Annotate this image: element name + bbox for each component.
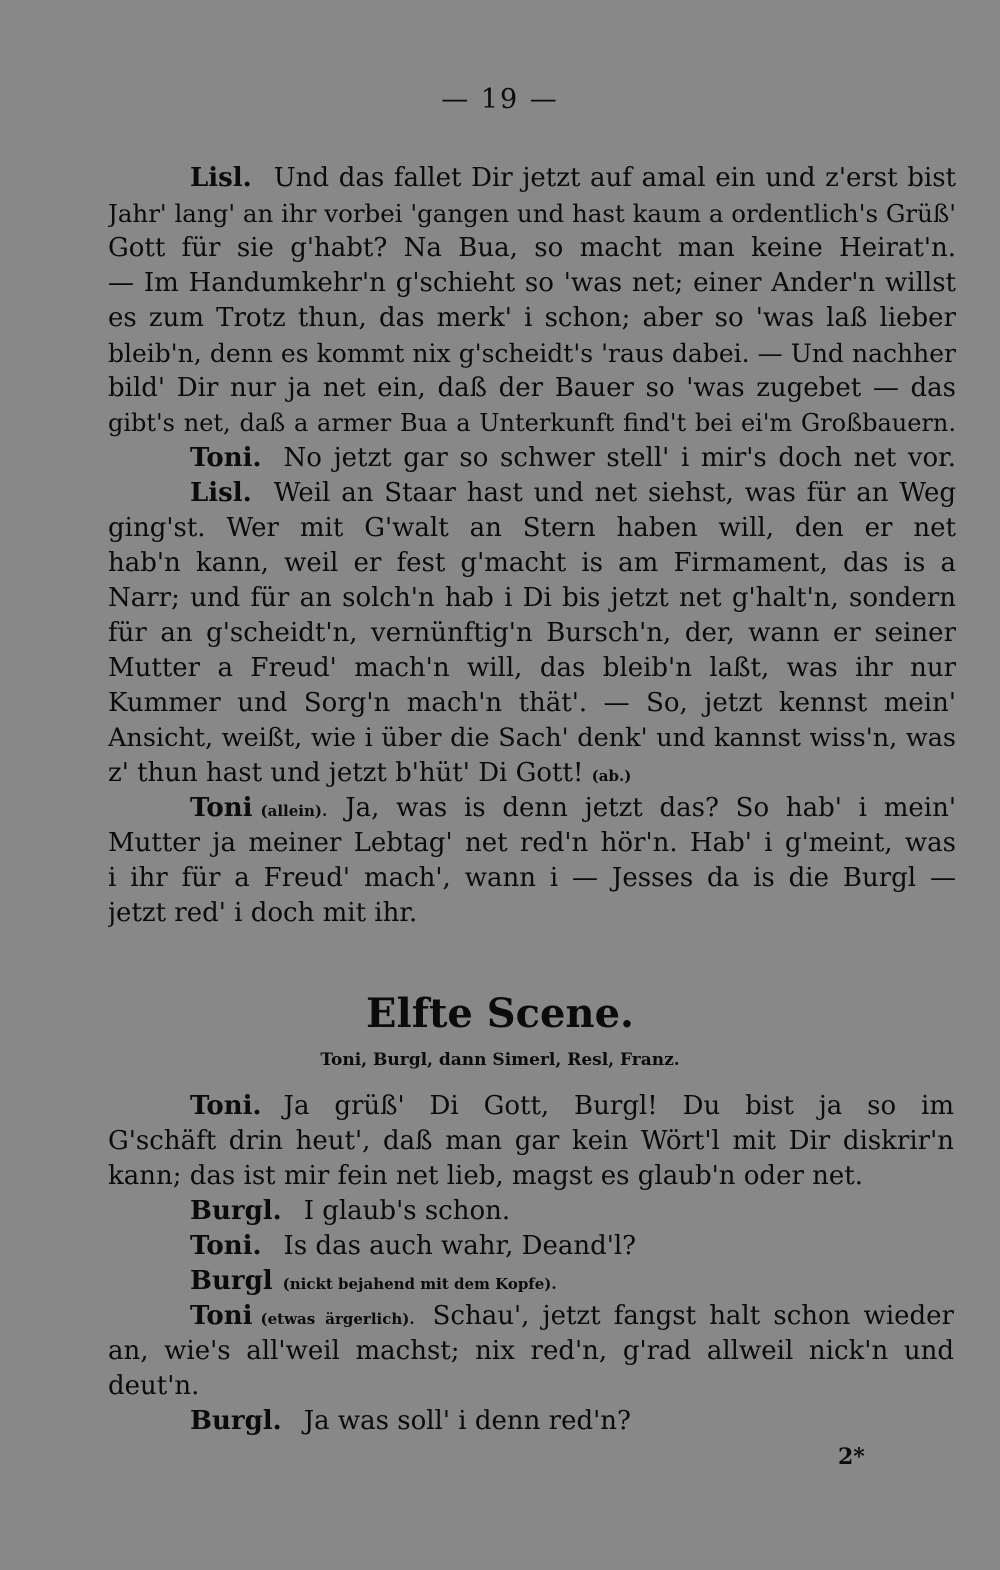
text-line: Burgl. Ja was soll' i denn red'n? — [190, 1406, 631, 1436]
text-line: gibt's net, daß a armer Bua a Unterkunft find't bei ei'm Großbauern. — [108, 409, 956, 437]
text-line: bild' Dir nur ja net ein, daß der Bauer so 'was zugebet — das — [108, 373, 956, 403]
text-line: — Im Handumkehr'n g'schieht so 'was net; einer Ander'n willst — [108, 268, 956, 298]
text-line: es zum Trotz thun, das merk' i schon; aber so 'was laß lieber — [108, 303, 956, 333]
stage-direction: (nickt bejahend mit dem Kopfe). — [282, 1275, 557, 1293]
text-line: an, wie's all'weil machst; nix red'n, g'rad allweil nick'n und — [108, 1336, 954, 1366]
text-line: Narr; und für an solch'n hab i Di bis jetzt net g'halt'n, sondern — [108, 583, 956, 613]
speaker-name: Toni. — [190, 1091, 262, 1121]
text-line: Mutter ja meiner Lebtag' net red'n hör'n. Hab' i g'meint, was — [108, 828, 956, 858]
text-line: Toni (allein). Ja, was is denn jetzt das? So hab' i mein' — [190, 793, 956, 823]
text-line: i ihr für a Freud' mach', wann i — Jesses da is die Burgl — — [108, 863, 956, 893]
text-line — [108, 1264, 954, 1299]
text-line: Toni. No jetzt gar so schwer stell' i mir's doch net vor. — [190, 443, 956, 473]
speaker-name: Lisl. — [190, 163, 252, 193]
text-line: Gott für sie g'habt? Na Bua, so macht man keine Heirat'n. — [108, 233, 956, 263]
speaker-name: Toni. — [190, 443, 262, 473]
text-line: bleib'n, denn es kommt nix g'scheidt's 'raus dabei. — Und nachher — [108, 339, 956, 368]
speaker-name: Lisl. — [190, 478, 252, 508]
signature-mark: 2* — [838, 1444, 865, 1470]
stage-direction: (etwas ärgerlich). — [260, 1310, 415, 1328]
speaker-name: Toni — [190, 793, 253, 823]
text-line: Toni (etwas ärgerlich). Schau', jetzt fangst halt schon wieder — [190, 1301, 954, 1331]
text-line: hab'n kann, weil er fest g'macht is am Firmament, das is a — [108, 548, 956, 578]
speaker-name: Burgl — [190, 1266, 273, 1296]
text-line: Toni. Is das auch wahr, Deand'l? — [190, 1231, 637, 1261]
stage-direction: (ab.) — [591, 767, 632, 785]
scene-heading: Elfte Scene. — [366, 990, 634, 1037]
page-number: — 19 — — [441, 84, 559, 115]
text-line: deut'n. — [108, 1371, 200, 1401]
dialogue-block-2 — [108, 1089, 954, 1439]
cast-list: Toni, Burgl, dann Simerl, Resl, Franz. — [320, 1050, 680, 1070]
dialogue-block-1 — [108, 161, 956, 931]
text-line: Ansicht, weißt, wie i über die Sach' denk' und kannst wiss'n, was — [108, 723, 956, 753]
text-line: für an g'scheidt'n, vernünftig'n Bursch'n, der, wann er seiner — [108, 618, 956, 648]
text-line: Mutter a Freud' mach'n will, das bleib'n laßt, was ihr nur — [108, 653, 956, 683]
speaker-name: Toni — [190, 1301, 253, 1331]
speaker-name: Burgl. — [190, 1406, 282, 1436]
stage-direction: (allein). — [260, 802, 328, 820]
text-line: z' thun hast und jetzt b'hüt' Di Gott! (ab.) — [108, 758, 632, 788]
text-line: Toni. Ja grüß' Di Gott, Burgl! Du bist ja so im — [190, 1091, 954, 1121]
speaker-name: Toni. — [190, 1231, 262, 1261]
text-line: kann; das ist mir fein net lieb, magst es glaub'n oder net. — [108, 1161, 864, 1191]
text-line: Burgl. I glaub's schon. — [190, 1196, 511, 1226]
text-line: Lisl. Und das fallet Dir jetzt auf amal ein und z'erst bist — [190, 163, 956, 193]
text-line: ging'st. Wer mit G'walt an Stern haben will, den er net — [108, 513, 956, 543]
speaker-name: Burgl. — [190, 1196, 282, 1226]
text-line: Kummer und Sorg'n mach'n thät'. — So, jetzt kennst mein' — [108, 688, 956, 718]
text-line: jetzt red' i doch mit ihr. — [108, 898, 418, 928]
text-line: Lisl. Weil an Staar hast und net siehst, was für an Weg — [190, 478, 956, 508]
text-line: Jahr' lang' an ihr vorbei 'gangen und hast kaum a ordentlich's Grüß' — [108, 199, 956, 228]
text-line: G'schäft drin heut', daß man gar kein Wört'l mit Dir diskrir'n — [108, 1126, 954, 1156]
